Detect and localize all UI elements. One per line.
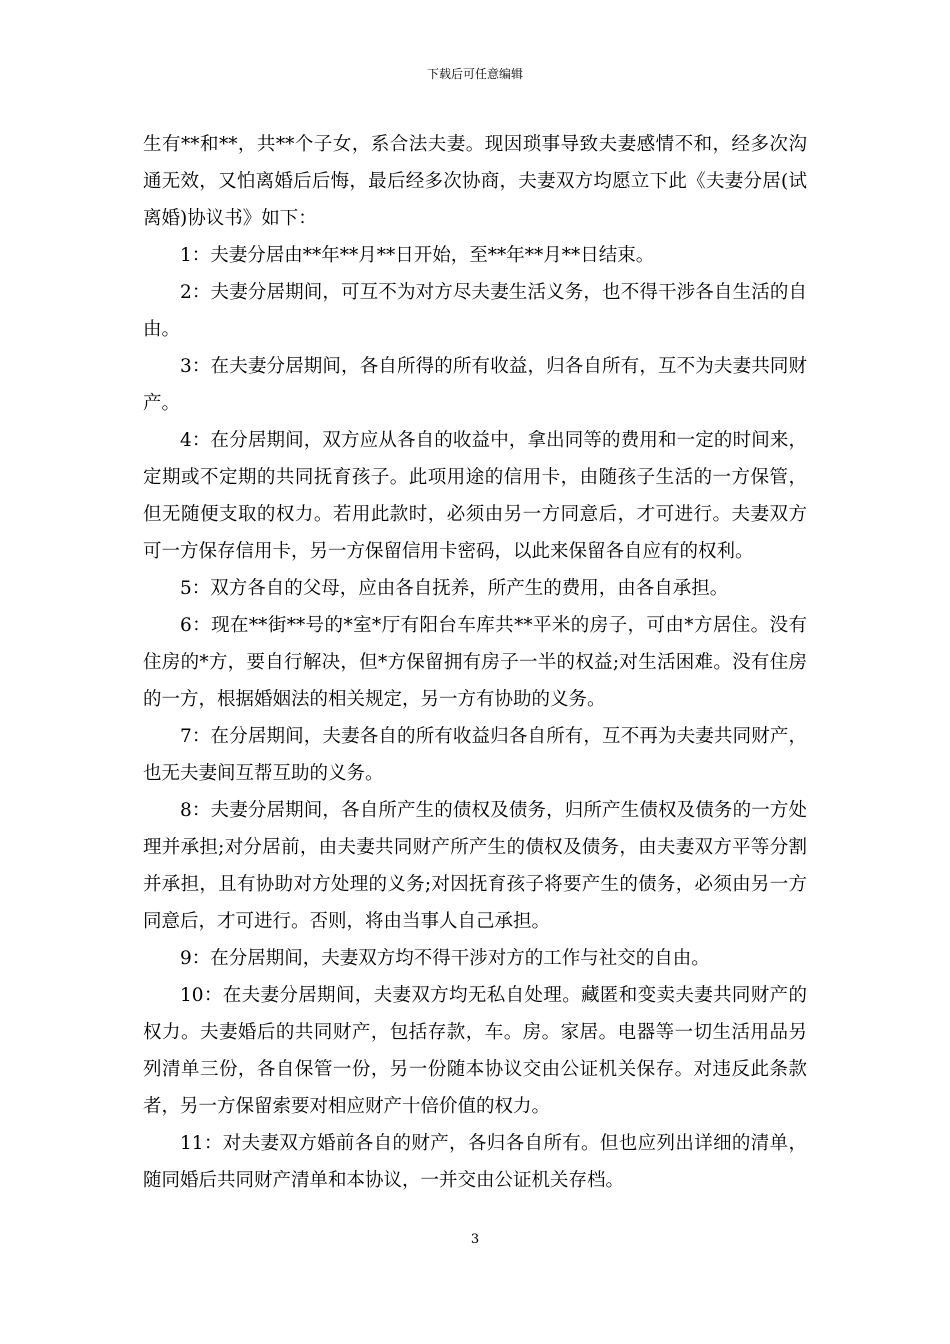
- page-number: 3: [470, 1232, 480, 1247]
- clause-6: 6：现在**街**号的*室*厅有阳台车库共**平米的房子，可由*方居住。没有住房的*方，要自行解决，但*方保留拥有房子一半的权益;对生活困难。没有住房的一方，根据婚姻法的相关规定，另一方有协助的义务。: [143, 615, 807, 710]
- clause-3: 3：在夫妻分居期间，各自所得的所有收益，归各自所有，互不为夫妻共同财产。: [143, 356, 807, 414]
- document-body: [143, 126, 807, 1199]
- clause-8: 8：夫妻分居期间，各自所产生的债权及债务，归所产生债权及债务的一方处理并承担;对分居前，由夫妻共同财产所产生的债权及债务，由夫妻双方平等分割并承担，且有协助对方处理的义务;对因抚育孩子将要产生的债务，必须由另一方同意后，才可进行。否则，将由当事人自己承担。: [143, 800, 807, 932]
- clause-1: 1：夫妻分居由**年**月**日开始，至**年**月**日结束。: [180, 245, 655, 266]
- clause-7: 7：在分居期间，夫妻各自的所有收益归各自所有，互不再为夫妻共同财产，也无夫妻间互帮互助的义务。: [143, 726, 807, 784]
- clause-2: 2：夫妻分居期间，可互不为对方尽夫妻生活义务，也不得干涉各自生活的自由。: [143, 282, 807, 340]
- clause-9: 9：在分居期间，夫妻双方均不得干涉对方的工作与社交的自由。: [180, 948, 710, 969]
- page-header: 下载后可任意编辑: [426, 67, 523, 81]
- clause-4: 4：在分居期间，双方应从各自的收益中，拿出同等的费用和一定的时间来，定期或不定期的共同抚育孩子。此项用途的信用卡，由随孩子生活的一方保管，但无随便支取的权力。若用此款时，必须由另一方同意后，才可进行。夫妻双方可一方保存信用卡，另一方保留信用卡密码，以此来保留各自应有的权利。: [143, 430, 807, 562]
- clause-5: 5：双方各自的父母，应由各自抚养，所产生的费用，由各自承担。: [180, 578, 729, 599]
- clause-11: 11：对夫妻双方婚前各自的财产，各归各自所有。但也应列出详细的清单，随同婚后共同财产清单和本协议，一并交由公证机关存档。: [143, 1133, 807, 1191]
- clause-10: 10：在夫妻分居期间，夫妻双方均无私自处理。藏匿和变卖夫妻共同财产的权力。夫妻婚后的共同财产，包括存款，车。房。家居。电器等一切生活用品另列清单三份，各自保管一份，另一份随本协议交由公证机关保存。对违反此条款者，另一方保留索要对相应财产十倍价值的权力。: [143, 985, 807, 1117]
- paragraph-intro: 生有**和**，共**个子女，系合法夫妻。现因琐事导致夫妻感情不和，经多次沟通无效，又怕离婚后后悔，最后经多次协商，夫妻双方均愿立下此《夫妻分居(试离婚)协议书》如下：: [143, 134, 807, 229]
